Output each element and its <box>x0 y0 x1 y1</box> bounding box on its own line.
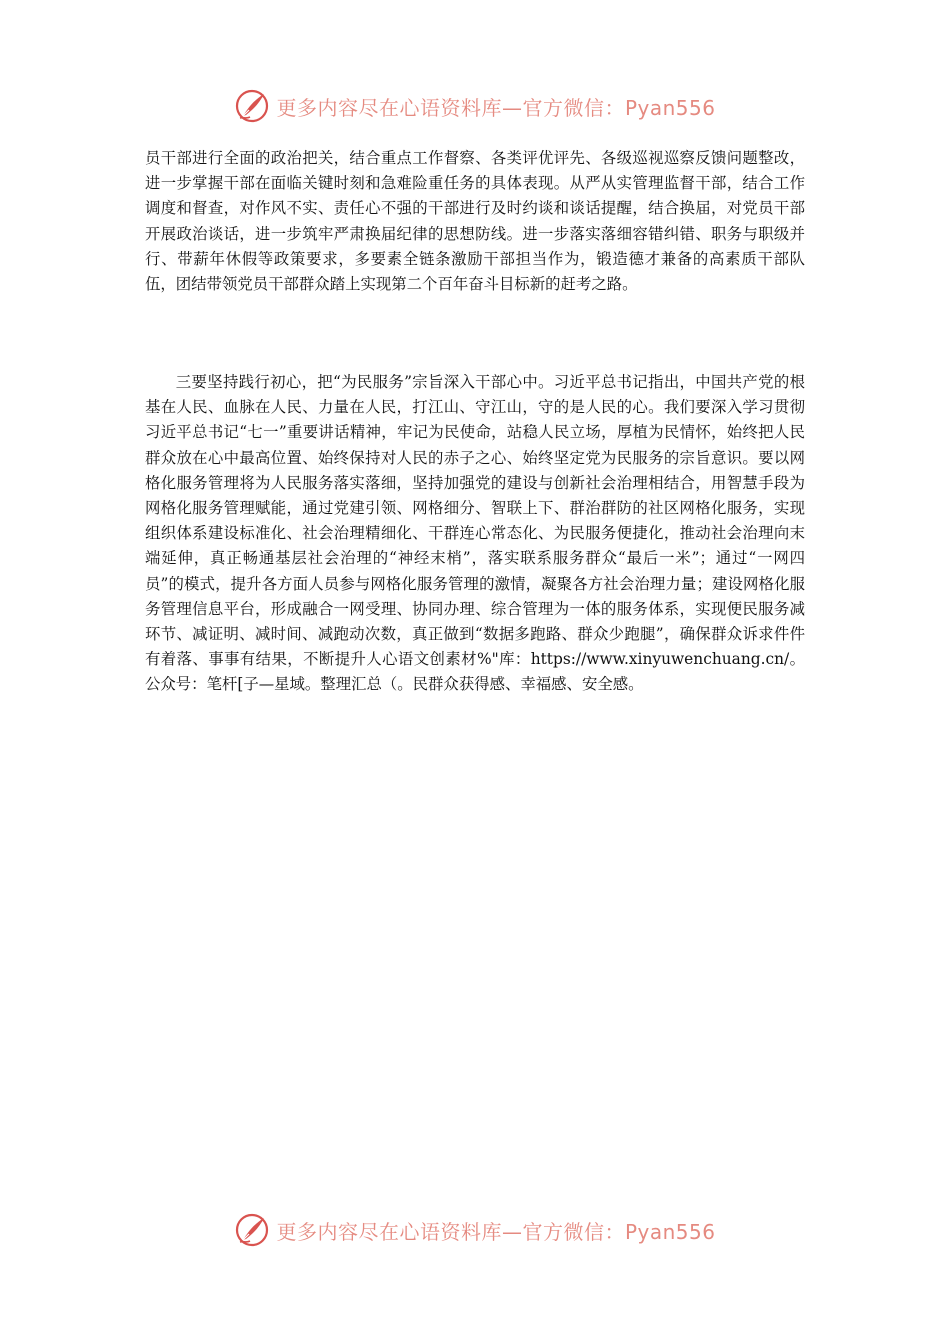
footer-banner-text: 更多内容尽在心语资料库—官方微信：Pyan556 <box>276 1219 716 1244</box>
header-banner <box>0 84 950 128</box>
body-paragraph-2 <box>145 370 805 698</box>
paragraph-text: 三要坚持践行初心，把“为民服务”宗旨深入干部心中。习近平总书记指出，中国共产党的根基在人民、血脉在人民、力量在人民，打江山、守江山，守的是人民的心。我们要深入学习贯彻习近平总书记“七一”重要讲话精神，牢记为民使命，站稳人民立场，厚植为民情怀，始终把人民群众放在心中最高位置、始终保持对人民的赤子之心、始终坚定党为民服务的宗旨意识。要以网格化服务管理将为人民服务落实落细，坚持加强党的建设与创新社会治理相结合，用智慧手段为网格化服务管理赋能，通过党建引领、网格细分、智联上下、群治群防的社区网格化服务，实现组织体系建设标准化、社会治理精细化、干群连心常态化、为民服务便捷化，推动社会治理向末端延伸，真正畅通基层社会治理的“神经末梢”，落实联系服务群众“最后一米”；通过“一网四员”的模式，提升各方面人员参与网格化服务管理的激情，凝聚各方社会治理力量；建设网格化服务管理信息平台，形成融合一网受理、协同办理、综合管理为一体的服务体系，实现便民服务减环节、减证明、减时间、减跑动次数，真正做到“数据多跑路、群众少跑腿”，确保群众诉求件件有着落、事事有结果，不断提升人心语文创素材%"库：https://www.xinyuwenchuang.cn/。公众号：笔杆[子—星域。整理汇总（。民群众获得感、幸福感、安全感。 <box>145 373 805 694</box>
quill-pen-logo-icon <box>234 1212 270 1248</box>
paragraph-text: 员干部进行全面的政治把关，结合重点工作督察、各类评优评先、各级巡视巡察反馈问题整改，进一步掌握干部在面临关键时刻和急难险重任务的具体表现。从严从实管理监督干部，结合工作调度和督查，对作风不实、责任心不强的干部进行及时约谈和谈话提醒，结合换届，对党员干部开展政治谈话，进一步筑牢严肃换届纪律的思想防线。进一步落实落细容错纠错、职务与职级并行、带薪年休假等政策要求，多要素全链条激励干部担当作为，锻造德才兼备的高素质干部队伍，团结带领党员干部群众踏上实现第二个百年奋斗目标新的赶考之路。 <box>145 149 805 294</box>
quill-pen-logo-icon <box>234 88 270 124</box>
header-banner-text: 更多内容尽在心语资料库—官方微信：Pyan556 <box>276 95 716 120</box>
body-paragraph-1 <box>145 146 805 297</box>
footer-banner <box>0 1208 950 1252</box>
